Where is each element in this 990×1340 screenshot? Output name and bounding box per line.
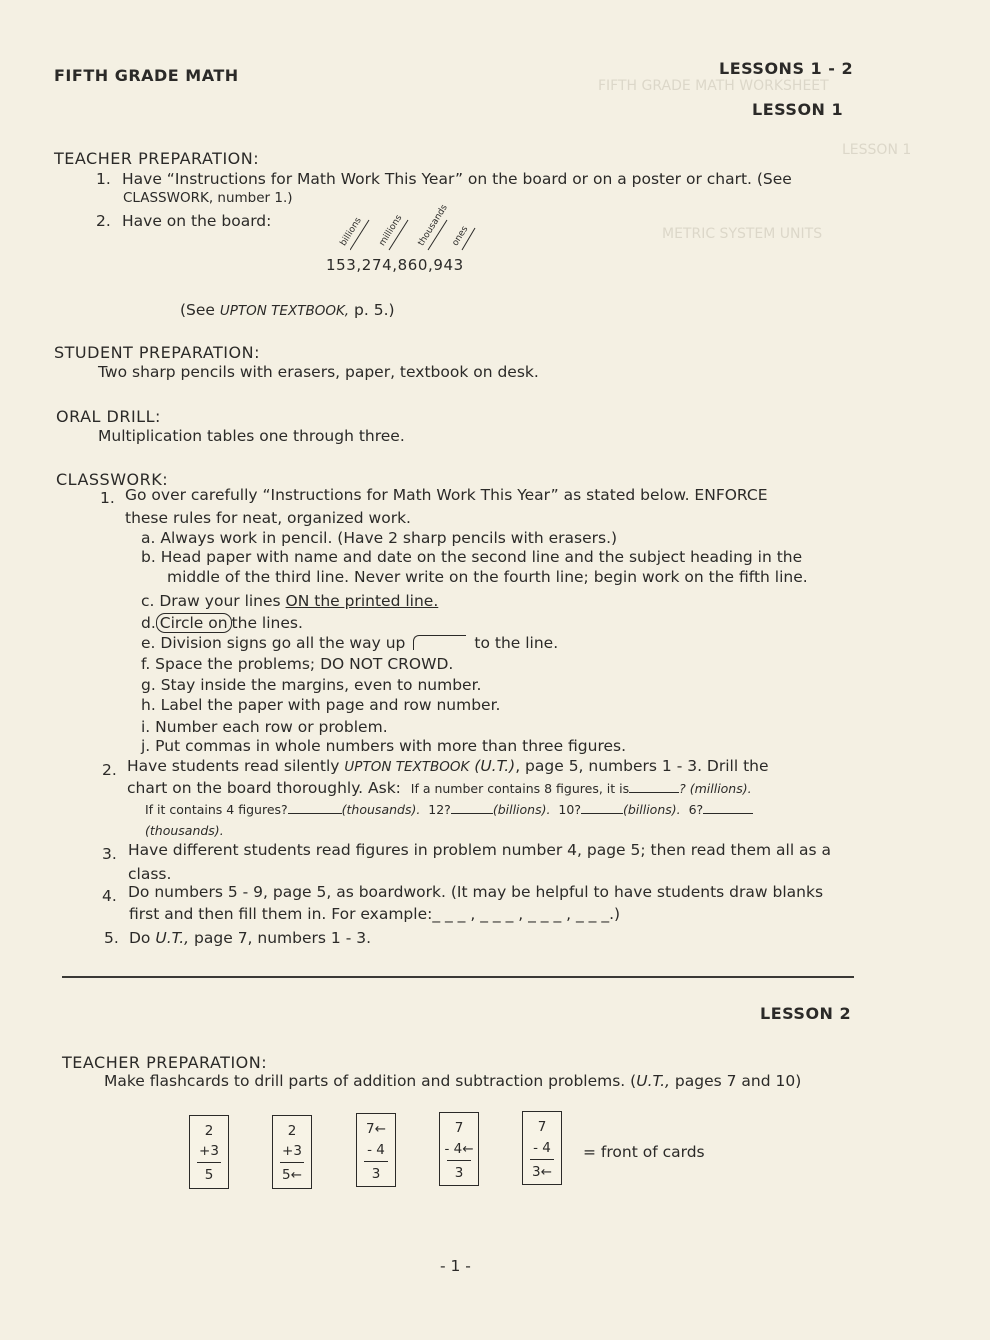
cw1-number: 1. (100, 489, 115, 507)
tp2-text: Have on the board: (122, 212, 272, 230)
division-sign-icon (413, 635, 466, 650)
bleedthrough-mark: LESSON 1 (842, 142, 912, 158)
cw2-line3: If it contains 4 figures? (thousands). 12? (billions). 10? (billions). 6? (145, 800, 753, 820)
cw4-line1: Do numbers 5 - 9, page 5, as boardwork. (It may be helpful to have students draw blanks (128, 883, 824, 901)
course-title: FIFTH GRADE MATH (54, 66, 239, 85)
place-label-millions: millions (377, 213, 405, 248)
place-label-thousands: thousands (416, 203, 450, 248)
cw2-line2: chart on the board thoroughly. Ask: If a number contains 8 figures, it is ? (millions). (127, 779, 752, 797)
classwork-heading: CLASSWORK: (56, 470, 169, 489)
cw5-number: 5. (104, 929, 119, 947)
rule-a: a. Always work in pencil. (Have 2 sharp pencils with erasers.) (141, 529, 618, 547)
tp1-line1: Have “Instructions for Math Work This Year” on the board or on a poster or chart. (See (122, 170, 792, 188)
tp2-number: 2. (96, 212, 111, 230)
lesson2-teacher-prep-heading: TEACHER PREPARATION: (62, 1053, 268, 1072)
rule-e: e. Division signs go all the way up to the line. (141, 634, 559, 652)
tp1-line2: CLASSWORK, number 1.) (123, 190, 293, 206)
place-label-billions: billions (338, 215, 364, 248)
cw3-line1: Have different students read figures in problem number 4, page 5; then read them all as a (128, 841, 832, 859)
rule-f: f. Space the problems; DO NOT CROWD. (141, 655, 454, 673)
flashcard-1: 2 +3 5 (189, 1115, 229, 1189)
teacher-prep-heading: TEACHER PREPARATION: (54, 149, 260, 168)
see-textbook-note: (See UPTON TEXTBOOK, p. 5.) (180, 301, 395, 319)
cw2-line1: Have students read silently UPTON TEXTBOOK (U.T.), page 5, numbers 1 - 3. Drill the (127, 757, 769, 775)
cw4-line2: first and then fill them in. For example:_ _ _ , _ _ _ , _ _ _ , _ _ _.) (129, 905, 621, 923)
cw3-line2: class. (128, 865, 172, 883)
lessons-range: LESSONS 1 - 2 (719, 59, 854, 78)
oral-drill-text: Multiplication tables one through three. (98, 427, 405, 445)
cards-caption: = front of cards (583, 1143, 705, 1161)
student-prep-heading: STUDENT PREPARATION: (54, 343, 260, 362)
flashcard-4: 7 - 4← 3 (439, 1112, 479, 1186)
rule-h: h. Label the paper with page and row number. (141, 696, 501, 714)
rule-d: d. Circle on the lines. (141, 614, 303, 632)
place-value-arrows (350, 212, 480, 252)
lesson-1-label: LESSON 1 (752, 100, 844, 119)
cw5-text: Do U.T., page 7, numbers 1 - 3. (129, 929, 372, 947)
cw1-line1: Go over carefully “Instructions for Math Work This Year” as stated below. ENFORCE (125, 486, 768, 504)
flashcard-5: 7 - 4 3← (522, 1111, 562, 1185)
cw3-number: 3. (102, 845, 117, 863)
rule-c: c. Draw your lines ON the printed line. (141, 592, 439, 610)
rule-j: j. Put commas in whole numbers with more than three figures. (141, 737, 627, 755)
rule-b-line2: middle of the third line. Never write on the fourth line; begin work on the fifth line. (167, 568, 808, 586)
bleedthrough-title: FIFTH GRADE MATH WORKSHEET (598, 78, 829, 94)
circled-word: Circle on (156, 613, 232, 633)
page-number: - 1 - (440, 1257, 471, 1275)
board-number: 153,274,860,943 (326, 256, 464, 274)
rule-g: g. Stay inside the margins, even to number. (141, 676, 482, 694)
section-divider (62, 976, 854, 978)
flashcard-3: 7← - 4 3 (356, 1113, 396, 1187)
flashcard-2: 2 +3 5← (272, 1115, 312, 1189)
student-prep-text: Two sharp pencils with erasers, paper, textbook on desk. (98, 363, 539, 381)
cw1-line2: these rules for neat, organized work. (125, 509, 411, 527)
lesson2-teacher-prep-text: Make flashcards to drill parts of addition and subtraction problems. (U.T., pages 7 and 10) (104, 1072, 802, 1090)
oral-drill-heading: ORAL DRILL: (56, 407, 161, 426)
place-label-ones: ones (450, 224, 471, 248)
tp1-number: 1. (96, 170, 111, 188)
cw2-number: 2. (102, 761, 117, 779)
bleedthrough-heading: METRIC SYSTEM UNITS (662, 226, 823, 242)
cw4-number: 4. (102, 887, 117, 905)
rule-b-line1: b. Head paper with name and date on the second line and the subject heading in the (141, 548, 803, 566)
cw2-line4: (thousands). (145, 823, 224, 838)
rule-i: i. Number each row or problem. (141, 718, 388, 736)
lesson-2-label: LESSON 2 (760, 1004, 852, 1023)
